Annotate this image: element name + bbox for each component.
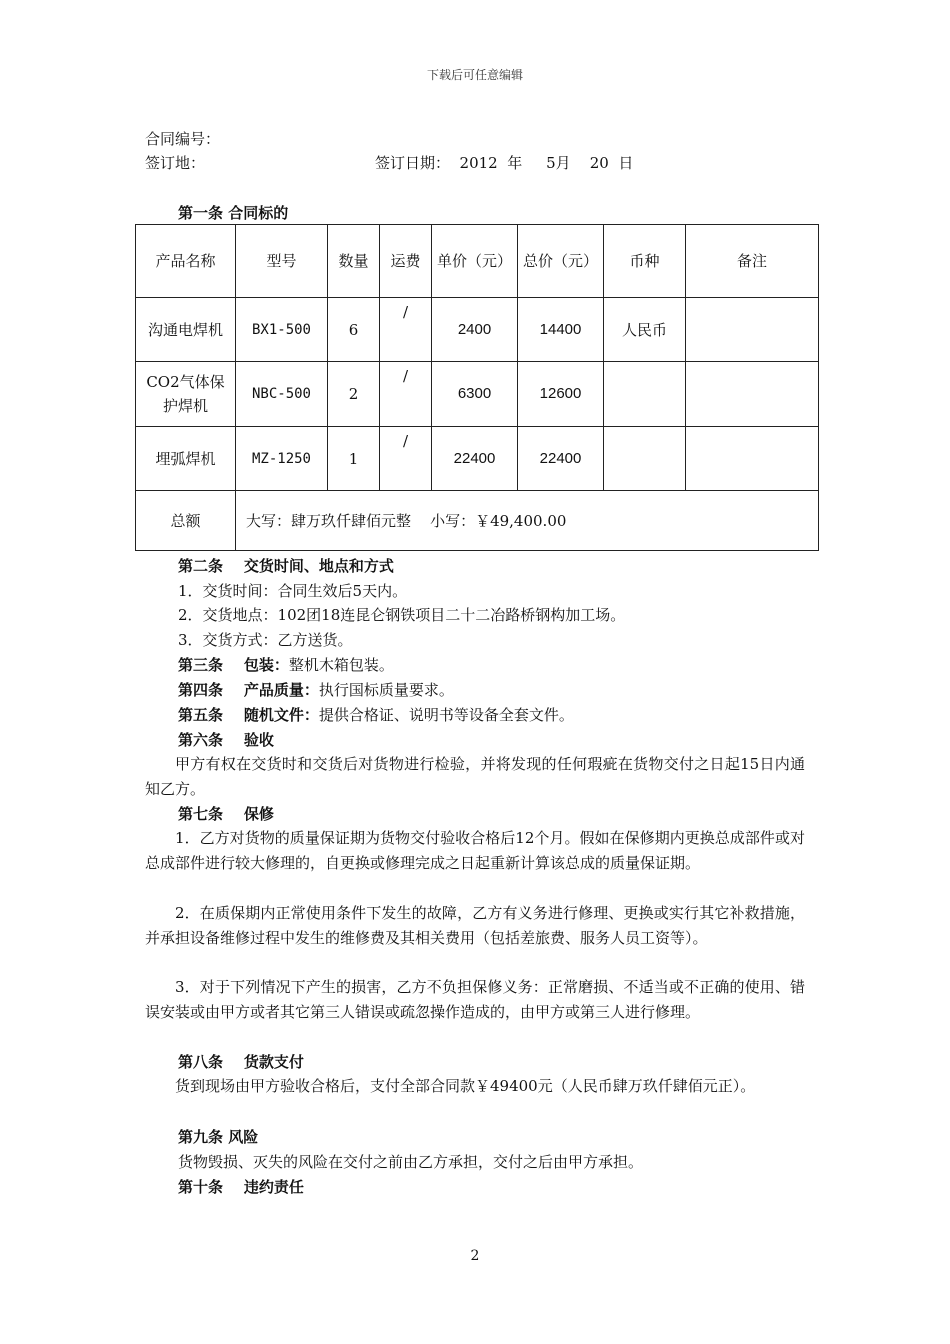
cell-model: MZ-1250 xyxy=(236,427,328,491)
col-header-currency: 币种 xyxy=(604,225,686,298)
page-number: 2 xyxy=(470,1248,480,1264)
col-header-qty: 数量 xyxy=(328,225,380,298)
article-8-title: 第八条 货款支付 xyxy=(178,1053,304,1071)
total-label: 总额 xyxy=(136,491,236,551)
cell-remark xyxy=(686,362,819,427)
article-3-title: 第三条 包装： xyxy=(178,656,289,674)
cell-freight: / xyxy=(380,298,432,362)
cell-remark xyxy=(686,298,819,362)
article-4-text: 执行国标质量要求。 xyxy=(318,681,454,699)
col-header-total: 总价（元） xyxy=(518,225,604,298)
sign-place-label: 签订地： xyxy=(145,154,206,172)
cell-model: NBC-500 xyxy=(236,362,328,427)
article-4 xyxy=(178,679,454,700)
article-2-item-3: 3．交货方式：乙方送货。 xyxy=(178,631,353,649)
items-table xyxy=(135,224,819,551)
article-3-text: 整机木箱包装。 xyxy=(288,656,394,674)
total-amount-text: 大写：肆万玖仟肆佰元整 小写：￥49,400.00 xyxy=(236,491,819,551)
cell-total: 14400 xyxy=(518,298,604,362)
article-2-item-1: 1．交货时间：合同生效后5天内。 xyxy=(178,582,408,600)
table-total-row xyxy=(136,491,819,551)
article-5 xyxy=(178,704,574,725)
cell-unit-price: 22400 xyxy=(432,427,518,491)
table-header-row xyxy=(136,225,819,298)
article-5-text: 提供合格证、说明书等设备全套文件。 xyxy=(318,706,574,724)
article-2-item-2: 2．交货地点：102团18连昆仑钢铁项目二十二冶路桥钢构加工场。 xyxy=(178,606,626,624)
cell-remark xyxy=(686,427,819,491)
article-9-text: 货物毁损、灭失的风险在交付之前由乙方承担，交付之后由甲方承担。 xyxy=(178,1153,644,1171)
article-6-text: 甲方有权在交货时和交货后对货物进行检验，并将发现的任何瑕疵在货物交付之日起15日内通知乙方。 xyxy=(145,755,805,798)
cell-freight: / xyxy=(380,427,432,491)
cell-name: 沟通电焊机 xyxy=(136,298,236,362)
cell-model: BX1-500 xyxy=(236,298,328,362)
cell-unit-price: 2400 xyxy=(432,298,518,362)
article-2-title: 第二条 交货时间、地点和方式 xyxy=(178,557,394,575)
article-1-title: 第一条 合同标的 xyxy=(178,204,289,222)
article-3 xyxy=(178,654,394,675)
sign-date: 签订日期： 2012 年 5月 20 日 xyxy=(375,154,634,172)
cell-freight: / xyxy=(380,362,432,427)
table-row xyxy=(136,298,819,362)
cell-total: 22400 xyxy=(518,427,604,491)
page-header: 下载后可任意编辑 xyxy=(426,68,523,82)
cell-currency xyxy=(604,427,686,491)
article-6-title: 第六条 验收 xyxy=(178,731,274,749)
col-header-model: 型号 xyxy=(236,225,328,298)
col-header-name: 产品名称 xyxy=(136,225,236,298)
contract-number-label: 合同编号： xyxy=(145,130,221,148)
cell-name: 埋弧焊机 xyxy=(136,427,236,491)
cell-currency: 人民币 xyxy=(604,298,686,362)
table-row xyxy=(136,427,819,491)
cell-qty: 2 xyxy=(328,362,380,427)
article-4-title: 第四条 产品质量： xyxy=(178,681,319,699)
col-header-freight: 运费 xyxy=(380,225,432,298)
article-7-title: 第七条 保修 xyxy=(178,805,274,823)
col-header-remark: 备注 xyxy=(686,225,819,298)
article-9-title: 第九条 风险 xyxy=(178,1128,259,1146)
cell-total: 12600 xyxy=(518,362,604,427)
article-5-title: 第五条 随机文件： xyxy=(178,706,319,724)
cell-qty: 6 xyxy=(328,298,380,362)
cell-unit-price: 6300 xyxy=(432,362,518,427)
article-8-text: 货到现场由甲方验收合格后，支付全部合同款￥49400元（人民币肆万玖仟肆佰元正）。 xyxy=(175,1077,756,1095)
article-7-para-2: 2．在质保期内正常使用条件下发生的故障，乙方有义务进行修理、更换或实行其它补救措施，并承担设备维修过程中发生的维修费及其相关费用（包括差旅费、服务人员工资等）。 xyxy=(145,904,805,947)
col-header-unit-price: 单价（元） xyxy=(432,225,518,298)
cell-name: CO2气体保护焊机 xyxy=(136,362,236,427)
cell-currency xyxy=(604,362,686,427)
article-10-title: 第十条 违约责任 xyxy=(178,1178,304,1196)
article-7-para-3: 3．对于下列情况下产生的损害，乙方不负担保修义务：正常磨损、不适当或不正确的使用、错误安装或由甲方或者其它第三人错误或疏忽操作造成的，由甲方或第三人进行修理。 xyxy=(145,978,805,1021)
table-row xyxy=(136,362,819,427)
article-7-para-1: 1．乙方对货物的质量保证期为货物交付验收合格后12个月。假如在保修期内更换总成部件或对总成部件进行较大修理的，自更换或修理完成之日起重新计算该总成的质量保证期。 xyxy=(145,829,805,872)
cell-qty: 1 xyxy=(328,427,380,491)
